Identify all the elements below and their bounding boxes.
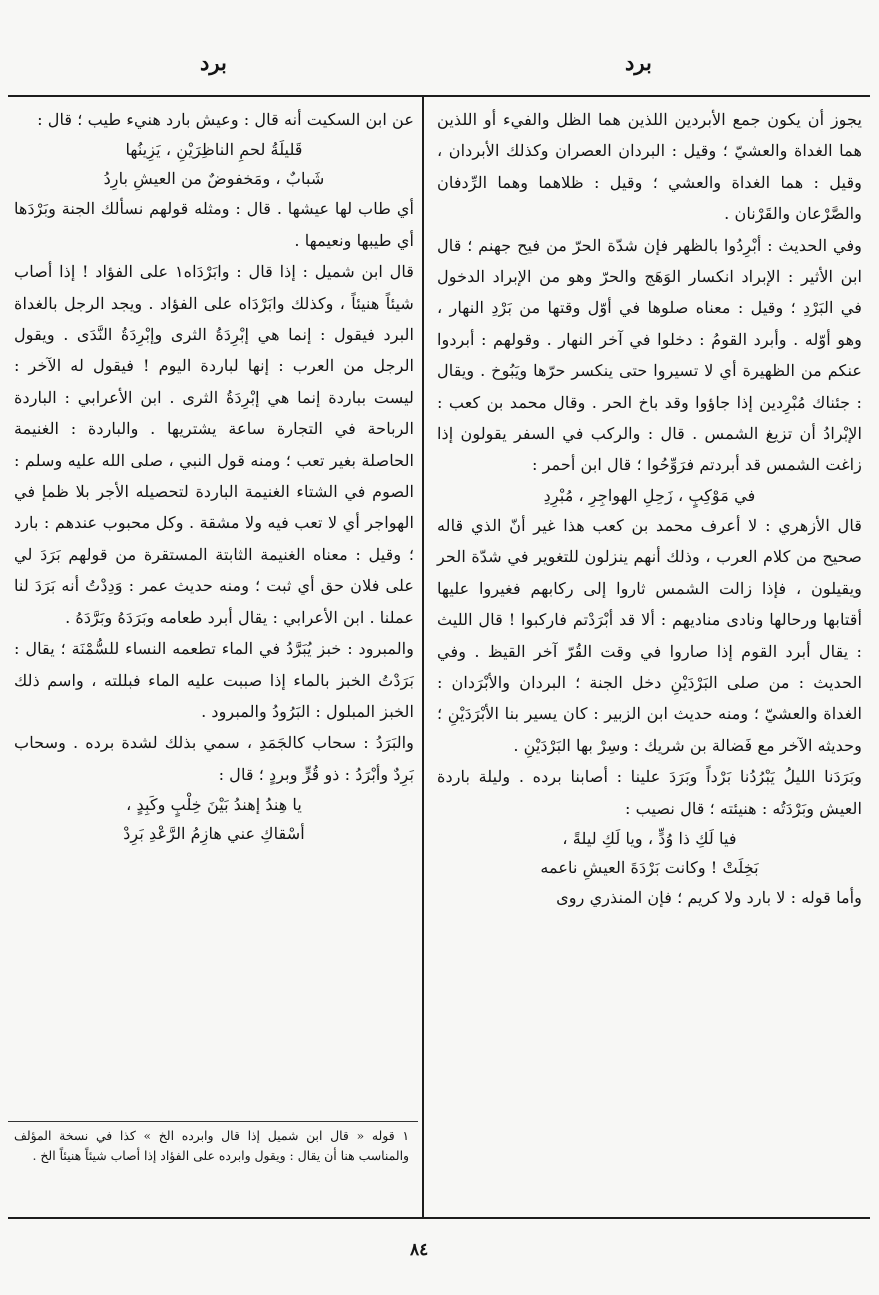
right-paragraph-1: يجوز أن يكون جمع الأبردين اللذين هما الظل والفيء أو اللذين هما الغداة والعشيّ ؛ وقيل : البردان العصران وكذلك الأبردان ، وقيل : هما الغداة والعشي ؛ وقيل : ظلاهما وهما الرِّدفان والصَّرْعان والقَرْنان .	[437, 110, 862, 224]
right-paragraph-2: وفي الحديث : أبْرِدُوا بالظهر فإن شدّة الحرّ من فيح جهنم ؛ قال ابن الأثير : الإبراد انكسار الوَهَج والحرّ وهو من الإبراد الدخول في البَرْدِ ؛ وقيل : معناه صلوها في أوّل وقتها من بَرْدِ النهار ، وهو أوّله . وأبرد القومُ : دخلوا في آخر النهار . وقولهم : أبردوا عنكم من الظهيرة أي لا تسيروا حتى ينكسر حرّها ويَبُوخ . ويقال : جئناك مُبْرِدين إذا جاؤوا وقد باخ الحر . وقال محمد بن كعب : الإبْرادُ أن تزيغ الشمس . قال : والركب في السفر يقولون إذا زاغت الشمس قد أبردتم فرَوِّحُوا ؛ قال ابن أحمر :	[437, 235, 862, 475]
column-divider	[422, 95, 424, 1217]
left-paragraph-3: قال ابن شميل : إذا قال : وابَرْدَاه١ على الفؤاد ! إذا أصاب شيئاً هنيئاً ، وكذلك وابَرْدَاه على الفؤاد . ويجد الرجل بالغداة البرد فيقول : إنما هي إبْرِدَةُ الثرى وإبْرِدَةُ النَّدَى . ويقول الرجل من العرب : إنها لباردة اليوم ! فيقول له الآخر : ليست بباردة إنما هي إبْرِدَةُ الثرى . ابن الأعرابي : الباردة الرباحة في التجارة ساعة يشتريها . والباردة : الغنيمة الحاصلة بغير تعب ؛ ومنه قول النبي ، صلى الله عليه وسلم : الصوم في الشتاء الغنيمة الباردة لتحصيله الأجر بلا ظمإ في الهواجر أي لا تعب فيه ولا مشقة . وكل محبوب عندهم : بارد ؛ وقيل : معناه الغنيمة الثابتة المستقرة من قولهم بَرَدَ لي على فلان حق أي ثبت ؛ ومنه حديث عمر : وَدِدْتُ أنه بَرَدَ لنا عملنا . ابن الأعرابي : يقال أبرد طعامه وبَرَدَهُ وبَرَّدَهُ .	[14, 262, 414, 627]
right-verse-1: في مَوْكِبٍ ، زَحِلِ الهواجِرِ ، مُبْرِدِ	[543, 485, 756, 505]
left-verse-2-line-2: أسْقاكِ عني هازِمُ الرَّعْدِ بَرِدْ	[123, 824, 305, 844]
left-column	[14, 104, 414, 848]
right-column	[437, 104, 862, 913]
page-number: ٨٤	[410, 1240, 429, 1260]
right-paragraph-5: وأما قوله : لا بارد ولا كريم ؛ فإن المنذري روى	[556, 887, 862, 907]
right-verse-2	[437, 824, 862, 882]
left-verse-2-line-1: يا هِندُ إهندُ بَيْنَ خِلْبٍ وكَبِدٍ ،	[126, 795, 302, 815]
left-verse-1-line-1: قَليلَةُ لحمِ الناظِرَيْنِ ، يَزِينُها	[125, 140, 303, 160]
bottom-rule	[8, 1217, 870, 1219]
left-verse-2	[14, 790, 414, 848]
right-paragraph-4: وبَرَدَنا الليلُ يَبْرُدُنا بَرْداً وبَرَدَ علينا : أصابنا برده . وليلة باردة العيش وبَرْدَتُه : هنيئته ؛ قال نصيب :	[437, 767, 862, 818]
right-paragraph-3: قال الأزهري : لا أعرف محمد بن كعب هذا غير أنّ الذي قاله صحيح من كلام العرب ، وذلك أنهم ينزلون للتغوير في شدّة الحر ويقيلون ، فإذا زالت الشمس ثاروا إلى ركابهم فغيروا عليها أقتابها ورحالها ونادى مناديهم : ألا قد أبْرَدْتم فاركبوا ! قال الليث : يقال أبرد القوم إذا صاروا في وقت القُرّ آخر القيظ . وفي الحديث : من صلى البَرْدَيْنِ دخل الجنة ؛ البردان والأبْرَدان : الغداة والعشيّ ؛ ومنه حديث ابن الزبير : كان يسير بنا الأبْرَدَيْنِ ؛ وحديثه الآخر مع فَضالة بن شريك : وسِرْ بها البَرْدَيْنِ .	[437, 515, 862, 755]
left-paragraph-5: والبَرَدُ : سحاب كالجَمَدِ ، سمي بذلك لشدة برده . وسحاب بَرِدٌ وأبْرَدُ : ذو قُرٍّ وبردٍ ؛ قال :	[14, 733, 414, 784]
right-verse-2-line-1: فيا لَكِ ذا وُدٍّ ، ويا لَكِ ليلةً ،	[562, 828, 737, 848]
top-rule	[8, 95, 870, 97]
left-verse-1-line-2: شَبابٌ ، ومَخفوضٌ من العيشِ بارِدُ	[103, 169, 325, 189]
footnote: ١ قوله « قال ابن شميل إذا قال وابرده الخ » كذا في نسخة المؤلف والمناسب هنا أن يقال : ويقول وابرده على الفؤاد إذا أصاب شيئاً هنيئاً الخ .	[14, 1128, 409, 1163]
left-paragraph-1: عن ابن السكيت أنه قال : وعيش بارد هنيء طيب ؛ قال :	[37, 110, 414, 129]
header-word-right: برد	[625, 50, 652, 75]
right-verse-2-line-2: بَخِلَتْ ! وكانت بَرْدَةَ العيشِ ناعمه	[540, 857, 759, 877]
footnote-rule	[8, 1121, 418, 1122]
left-paragraph-2: أي طاب لها عيشها . قال : ومثله قولهم نسألك الجنة وبَرْدَها أي طيبها ونعيمها .	[14, 199, 414, 250]
header-word-left: برد	[200, 50, 227, 75]
left-verse-1	[14, 135, 414, 193]
left-paragraph-4: والمبرود : خبز يُبَرَّدُ في الماء تطعمه النساء للسُّمْنَة ؛ يقال : بَرَدْتُ الخبز بالماء إذا صببت عليه الماء فبللته ، واسم ذلك الخبز المبلول : البَرُودُ والمبرود .	[14, 639, 414, 721]
